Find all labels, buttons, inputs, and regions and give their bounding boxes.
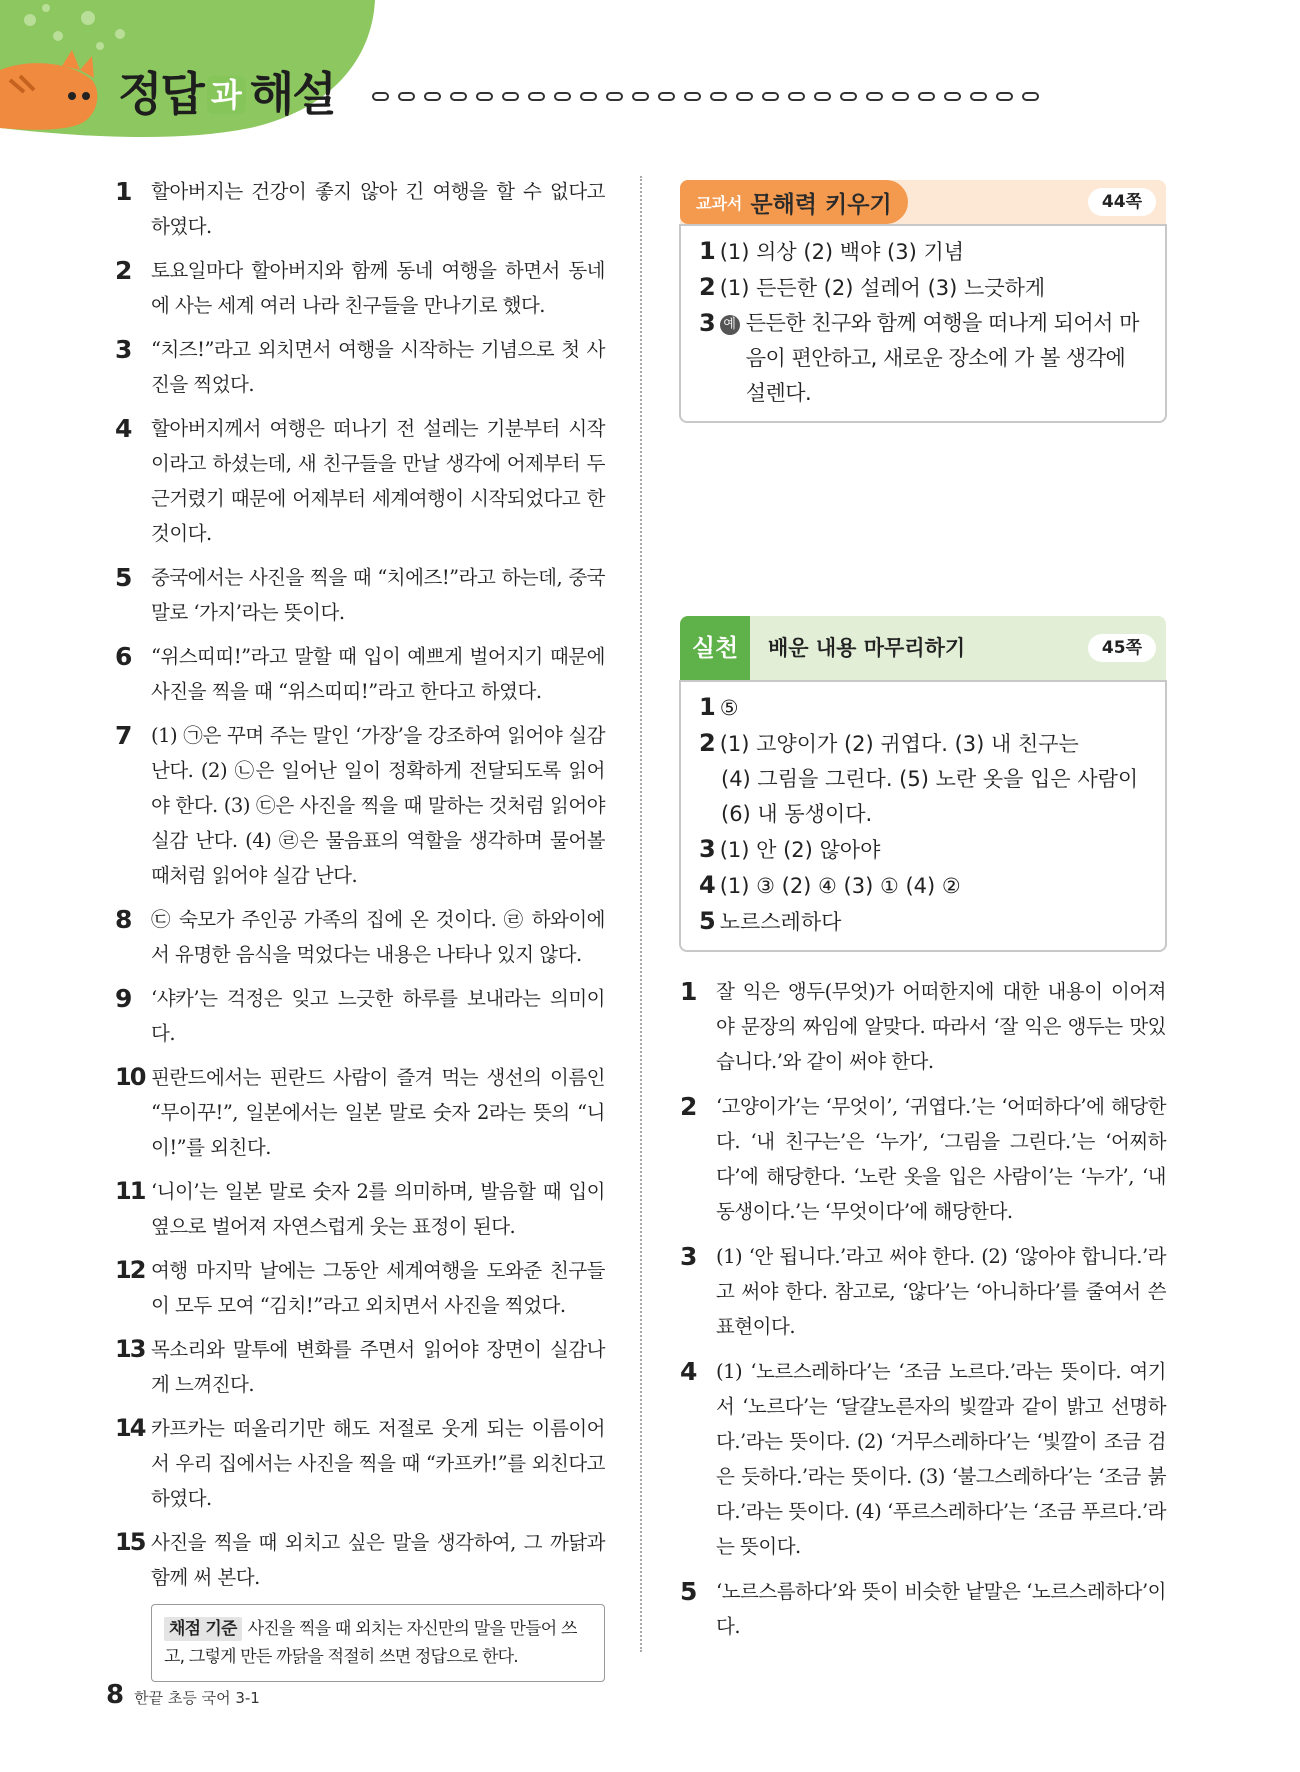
answer-item <box>680 1239 1166 1344</box>
box-header <box>680 180 1166 224</box>
answer-line: (4) 그림을 그린다. (5) 노란 옷을 입은 사람이 <box>721 767 1139 791</box>
dash-mark <box>580 92 597 101</box>
practice-review-box <box>680 616 1166 952</box>
page-title: 정답 과 해설 <box>118 67 335 121</box>
item-text: “치즈!”라고 외치면서 여행을 시작하는 기념으로 첫 사진을 찍었다. <box>151 338 605 396</box>
answer-item <box>115 1525 605 1595</box>
answer-item <box>680 1574 1166 1644</box>
item-text: 카프카는 떠올리기만 해도 저절로 웃게 되는 이름이어서 우리 집에서는 사진을 찍을 때 “카프카!”를 외친다고 하였다. <box>151 1417 605 1510</box>
dash-mark <box>762 92 779 101</box>
dash-mark <box>372 92 389 101</box>
answer-item <box>115 560 605 630</box>
item-text: ‘샤카’는 걱정은 잊고 느긋한 하루를 보내라는 의미이다. <box>151 987 605 1045</box>
answer-line: 2 (1) 든든한 (2) 설레어 (3) 느긋하게 <box>699 273 1046 301</box>
item-text: 할아버지는 건강이 좋지 않아 긴 여행을 할 수 없다고 하였다. <box>151 180 605 238</box>
answer-item <box>115 332 605 402</box>
dash-mark <box>918 92 935 101</box>
page-number: 8 <box>106 1680 125 1710</box>
item-text: 여행 마지막 날에는 그동안 세계여행을 도와준 친구들이 모두 모여 “김치!”라고 외치면서 사진을 찍었다. <box>151 1259 605 1317</box>
header-dash-line <box>372 92 1039 101</box>
box-body <box>679 680 1167 952</box>
answer-line: 5 노르스레하다 <box>699 907 842 935</box>
item-number: 13 <box>115 1335 145 1363</box>
answer-line: 1 (1) 의상 (2) 백야 (3) 기념 <box>699 237 965 265</box>
item-number: 9 <box>115 984 133 1013</box>
box-tag: 교과서 문해력 키우기 <box>680 180 908 224</box>
answer-item <box>115 639 605 709</box>
item-number: 1 <box>680 977 698 1006</box>
item-text: 잘 익은 앵두(무엇)가 어떠한지에 대한 내용이 이어져야 문장의 짜임에 알맞다. 따라서 ‘잘 익은 앵두는 맛있습니다.’와 같이 써야 한다. <box>716 980 1166 1073</box>
dash-mark <box>996 92 1013 101</box>
dash-mark <box>866 92 883 101</box>
example-badge: 예 <box>720 315 740 335</box>
item-text: (1) ‘안 됩니다.’라고 써야 한다. (2) ‘않아야 합니다.’라고 써야 한다. 참고로, ‘않다’는 ‘아니하다’를 줄여서 쓴 표현이다. <box>716 1245 1166 1338</box>
item-text: ㉢ 숙모가 주인공 가족의 집에 온 것이다. ㉣ 하와이에서 유명한 음식을 먹었다는 내용은 나타나 있지 않다. <box>151 908 605 966</box>
answer-item <box>115 411 605 551</box>
item-number: 2 <box>115 256 133 285</box>
answer-line: 2 (1) 고양이가 (2) 귀엽다. (3) 내 친구는 <box>699 729 1079 757</box>
item-number: 8 <box>115 905 133 934</box>
item-text: 사진을 찍을 때 외치고 싶은 말을 생각하여, 그 까닭과 함께 써 본다. <box>151 1531 605 1589</box>
item-number: 5 <box>680 1577 698 1606</box>
item-text: 중국에서는 사진을 찍을 때 “치에즈!”라고 하는데, 중국 말로 ‘가지’라는 뜻이다. <box>151 566 605 624</box>
item-number: 3 <box>680 1242 698 1271</box>
page-footer <box>106 1680 260 1710</box>
practice-tag: 실천 <box>680 616 750 680</box>
box-title: 배운 내용 마무리하기 <box>768 636 966 660</box>
answer-line: (6) 내 동생이다. <box>721 802 873 826</box>
answer-item <box>115 902 605 972</box>
answer-item <box>115 981 605 1051</box>
dash-mark <box>892 92 909 101</box>
box-header <box>680 616 1166 680</box>
dash-mark <box>528 92 545 101</box>
item-number: 3 <box>115 335 133 364</box>
dash-mark <box>450 92 467 101</box>
item-number: 14 <box>115 1414 145 1442</box>
item-number: 4 <box>680 1357 698 1386</box>
item-text: ‘노르스름하다’와 뜻이 비슷한 낱말은 ‘노르스레하다’이다. <box>716 1580 1166 1638</box>
item-text: 핀란드에서는 핀란드 사람이 즐겨 먹는 생선의 이름인 “무이꾸!”, 일본에서는 일본 말로 숫자 2라는 뜻의 “니이!”를 외친다. <box>151 1066 605 1159</box>
dash-mark <box>632 92 649 101</box>
dash-mark <box>502 92 519 101</box>
item-number: 12 <box>115 1256 145 1284</box>
answer-item <box>115 1174 605 1244</box>
right-explanation-list <box>680 974 1166 1654</box>
dash-mark <box>710 92 727 101</box>
item-number: 10 <box>115 1063 145 1091</box>
answer-item <box>115 253 605 323</box>
answer-line: 4 (1) ③ (2) ④ (3) ① (4) ② <box>699 871 961 899</box>
grading-criteria-box <box>151 1604 605 1682</box>
dash-mark <box>840 92 857 101</box>
item-number: 4 <box>115 414 133 443</box>
dash-mark <box>684 92 701 101</box>
dash-mark <box>814 92 831 101</box>
dash-mark <box>658 92 675 101</box>
dash-mark <box>970 92 987 101</box>
answer-item <box>680 1089 1166 1229</box>
answer-item <box>680 1354 1166 1564</box>
criteria-text: 사진을 찍을 때 외치는 자신만의 말을 만들어 쓰고, 그렇게 만든 까닭을 적절히 쓰면 정답으로 한다. <box>164 1619 577 1667</box>
box-body <box>679 224 1167 423</box>
item-number: 5 <box>115 563 133 592</box>
textbook-literacy-box <box>680 180 1166 423</box>
page-ref-badge: 44쪽 <box>1088 188 1156 216</box>
answer-item <box>115 1332 605 1402</box>
dash-mark <box>788 92 805 101</box>
dash-mark <box>1022 92 1039 101</box>
answer-item <box>115 1253 605 1323</box>
answer-item <box>115 174 605 244</box>
item-number: 15 <box>115 1528 145 1556</box>
dash-mark <box>944 92 961 101</box>
item-number: 11 <box>115 1177 145 1205</box>
item-text: (1) ‘노르스레하다’는 ‘조금 노르다.’라는 뜻이다. 여기서 ‘노르다’는 ‘달걀노른자의 빛깔과 같이 밝고 선명하다.’라는 뜻이다. (2) ‘거무스레하다’는 ‘빛깔이 조금 검은 듯하다.’라는 뜻이다. (3) ‘불그스레하다’는 ‘조금 붉다.’라는 뜻이다. (4) ‘푸르스레하다’는 ‘조금 푸르다.’라는 뜻이다. <box>716 1360 1166 1558</box>
dash-mark <box>606 92 623 101</box>
item-text: 할아버지께서 여행은 떠나기 전 설레는 기분부터 시작이라고 하셨는데, 새 친구들을 만날 생각에 어제부터 두근거렸기 때문에 어제부터 세계여행이 시작되었다고 한 것이다. <box>151 417 605 545</box>
item-text: 목소리와 말투에 변화를 주면서 읽어야 장면이 실감나게 느껴진다. <box>151 1338 605 1396</box>
answer-item <box>115 1060 605 1165</box>
dash-mark <box>424 92 441 101</box>
answer-item <box>115 1411 605 1516</box>
answer-item <box>680 974 1166 1079</box>
dash-mark <box>736 92 753 101</box>
answer-item <box>115 718 605 893</box>
left-answer-list <box>115 174 605 1682</box>
item-text: ‘고양이가’는 ‘무엇이’, ‘귀엽다.’는 ‘어떠하다’에 해당한다. ‘내 친구는’은 ‘누가’, ‘그림을 그린다.’는 ‘어찌하다’에 해당한다. ‘노란 옷을 입은 사람이’는 ‘누가’, ‘내 동생이다.’는 ‘무엇이다’에 해당한다. <box>716 1095 1166 1223</box>
item-number: 1 <box>115 177 133 206</box>
answer-line: 1 ⑤ <box>699 693 739 721</box>
column-divider <box>640 176 642 1652</box>
item-text: “위스띠띠!”라고 말할 때 입이 예쁘게 벌어지기 때문에 사진을 찍을 때 “위스띠띠!”라고 한다고 하였다. <box>151 645 605 703</box>
item-number: 6 <box>115 642 133 671</box>
item-text: 토요일마다 할아버지와 함께 동네 여행을 하면서 동네에 사는 세계 여러 나라 친구들을 만나기로 했다. <box>151 259 605 317</box>
criteria-label: 채점 기준 <box>164 1617 242 1641</box>
page-ref-badge: 45쪽 <box>1088 634 1156 662</box>
dash-mark <box>398 92 415 101</box>
dash-mark <box>476 92 493 101</box>
answer-line: 3 예 든든한 친구와 함께 여행을 떠나게 되어서 마음이 편안하고, 새로운 장소에 가 볼 생각에 설렌다. <box>699 309 1139 405</box>
book-title: 한끝 초등 국어 3-1 <box>134 1689 260 1707</box>
item-text: ‘니이’는 일본 말로 숫자 2를 의미하며, 발음할 때 입이 옆으로 벌어져 자연스럽게 웃는 표정이 된다. <box>151 1180 605 1238</box>
answer-line: 3 (1) 안 (2) 않아야 <box>699 835 881 863</box>
item-number: 2 <box>680 1092 698 1121</box>
item-number: 7 <box>115 721 133 750</box>
item-text: (1) ㉠은 꾸며 주는 말인 ‘가장’을 강조하여 읽어야 실감 난다. (2) ㉡은 일어난 일이 정확하게 전달되도록 읽어야 한다. (3) ㉢은 사진을 찍을 때 말하는 것처럼 읽어야 실감 난다. (4) ㉣은 물음표의 역할을 생각하며 물어볼 때처럼 읽어야 실감 난다. <box>151 724 605 887</box>
dash-mark <box>554 92 571 101</box>
